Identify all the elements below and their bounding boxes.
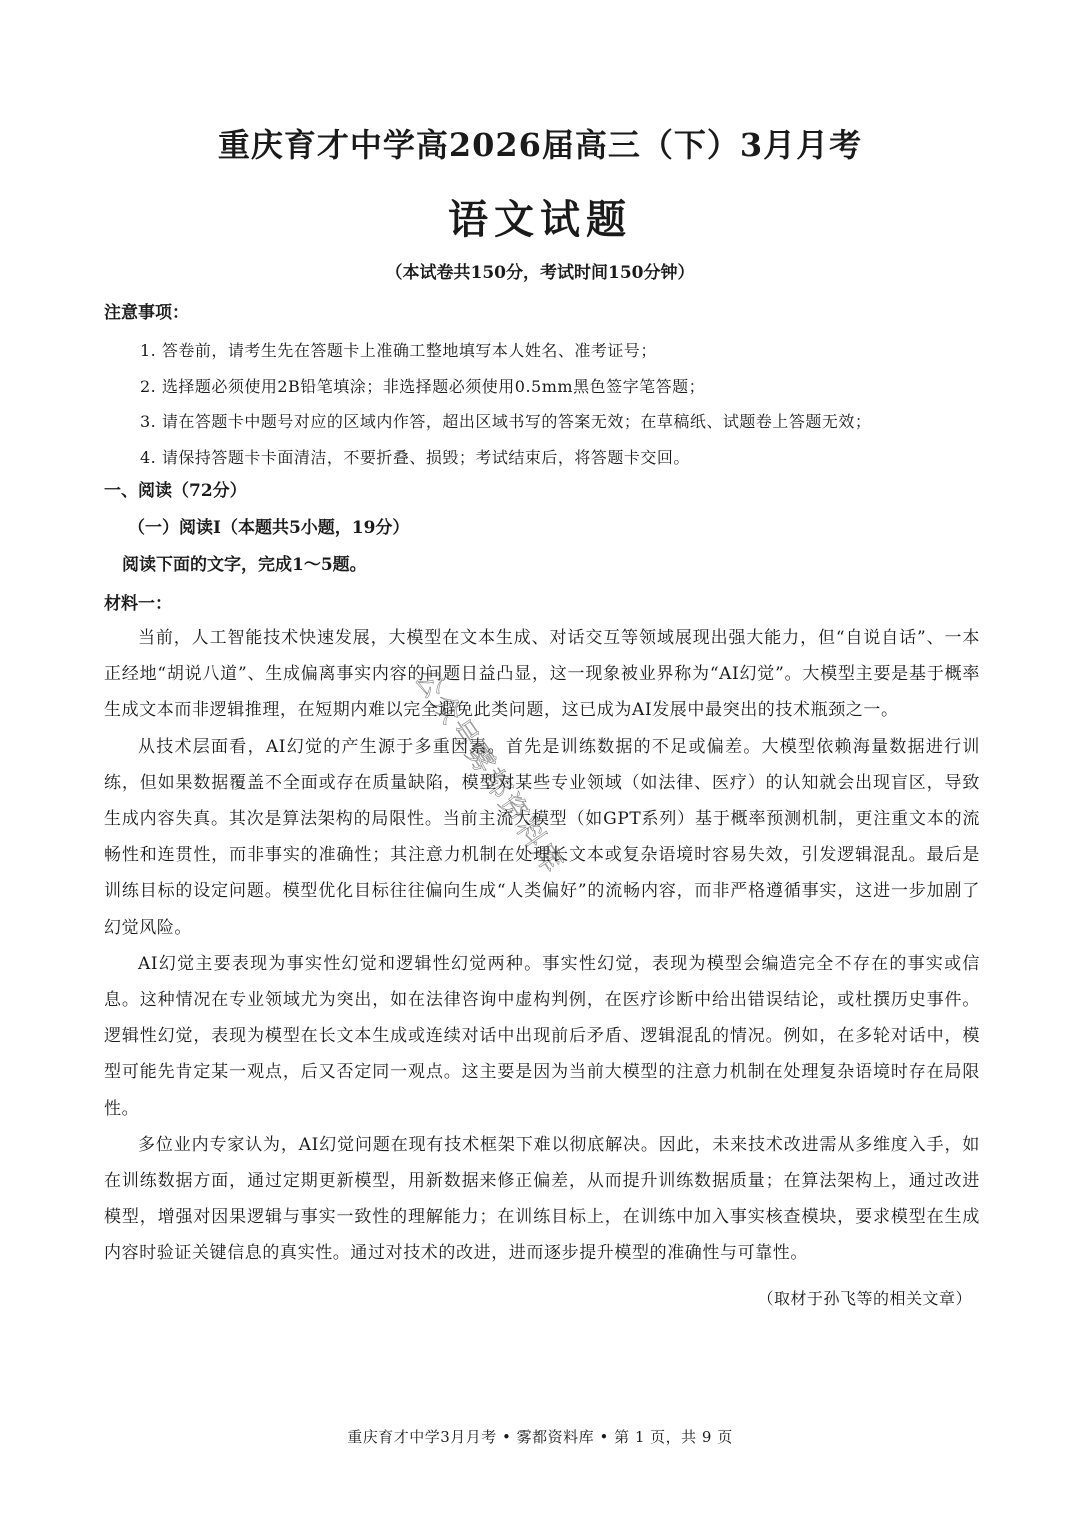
article-body: [104, 620, 980, 1332]
subject-title: 语文试题: [448, 196, 632, 243]
article-paragraph: 当前，人工智能技术快速发展，大模型在文本生成、对话交互等领域展现出强大能力，但“自说自话”、一本正经地“胡说八道”、生成偏离事实内容的问题日益凸显，这一现象被业界称为“AI幻觉”。大模型主要是基于概率生成文本而非逻辑推理，在短期内难以完全避免此类问题，这已成为AI发展中最突出的技术瓶颈之一。: [104, 628, 980, 721]
watermark: 公众号雾都资料库: [408, 662, 571, 881]
notice-list: [140, 333, 1000, 475]
notice-item: 1. 答卷前，请考生先在答题卡上准确工整地填写本人姓名、准考证号；: [140, 341, 657, 360]
material-heading: 材料一：: [104, 594, 172, 614]
notice-item: 3. 请在答题卡中题号对应的区域内作答，超出区域书写的答案无效；在草稿纸、试题卷上答题无效；: [140, 412, 872, 431]
subsection-heading: （一）阅读Ⅰ（本题共5小题，19分）: [128, 518, 410, 538]
article-source: （取材于孙飞等的相关文章）: [757, 1288, 972, 1308]
exam-title: 重庆育才中学高2026届高三（下）3月月考: [217, 126, 863, 164]
article-paragraph: 从技术层面看，AI幻觉的产生源于多重因素。首先是训练数据的不足或偏差。大模型依赖海量数据进行训练，但如果数据覆盖不全面或存在质量缺陷，模型对某些专业领域（如法律、医疗）的认知就会出现盲区，导致生成内容失真。其次是算法架构的局限性。当前主流大模型（如GPT系列）基于概率预测机制，更注重文本的流畅性和连贯性，而非事实的准确性；其注意力机制在处理长文本或复杂语境时容易失效，引发逻辑混乱。最后是训练目标的设定问题。模型优化目标往往偏向生成“人类偏好”的流畅内容，而非严格遵循事实，这进一步加剧了幻觉风险。: [104, 736, 980, 938]
reading-instruction: 阅读下面的文字，完成1～5题。: [122, 555, 367, 575]
page-footer: 重庆育才中学3月月考 • 雾都资料库 • 第 1 页，共 9 页: [347, 1428, 733, 1446]
notice-item: 2. 选择题必须使用2B铅笔填涂；非选择题必须使用0.5mm黑色签字笔答题；: [140, 376, 706, 396]
notice-heading: 注意事项：: [104, 303, 189, 323]
article-paragraph: AI幻觉主要表现为事实性幻觉和逻辑性幻觉两种。事实性幻觉，表现为模型会编造完全不存在的事实或信息。这种情况在专业领域尤为突出，如在法律咨询中虚构判例，在医疗诊断中给出错误结论，或杜撰历史事件。逻辑性幻觉，表现为模型在长文本生成或连续对话中出现前后矛盾、逻辑混乱的情况。例如，在多轮对话中，模型可能先肯定某一观点，后又否定同一观点。这主要是因为当前大模型的注意力机制在处理复杂语境时存在局限性。: [104, 953, 980, 1119]
exam-info: （本试卷共150分，考试时间150分钟）: [385, 263, 695, 283]
article-paragraph: 多位业内专家认为，AI幻觉问题在现有技术框架下难以彻底解决。因此，未来技术改进需从多维度入手，如在训练数据方面，通过定期更新模型，用新数据来修正偏差，从而提升训练数据质量；在算法架构上，通过改进模型，增强对因果逻辑与事实一致性的理解能力；在训练目标上，在训练中加入事实核查模块，要求模型在生成内容时验证关键信息的真实性。通过对技术的改进，进而逐步提升模型的准确性与可靠性。: [104, 1134, 980, 1264]
section-heading: 一、阅读（72分）: [104, 481, 247, 501]
notice-item: 4. 请保持答题卡卡面清洁，不要折叠、损毁；考试结束后，将答题卡交回。: [140, 447, 690, 467]
